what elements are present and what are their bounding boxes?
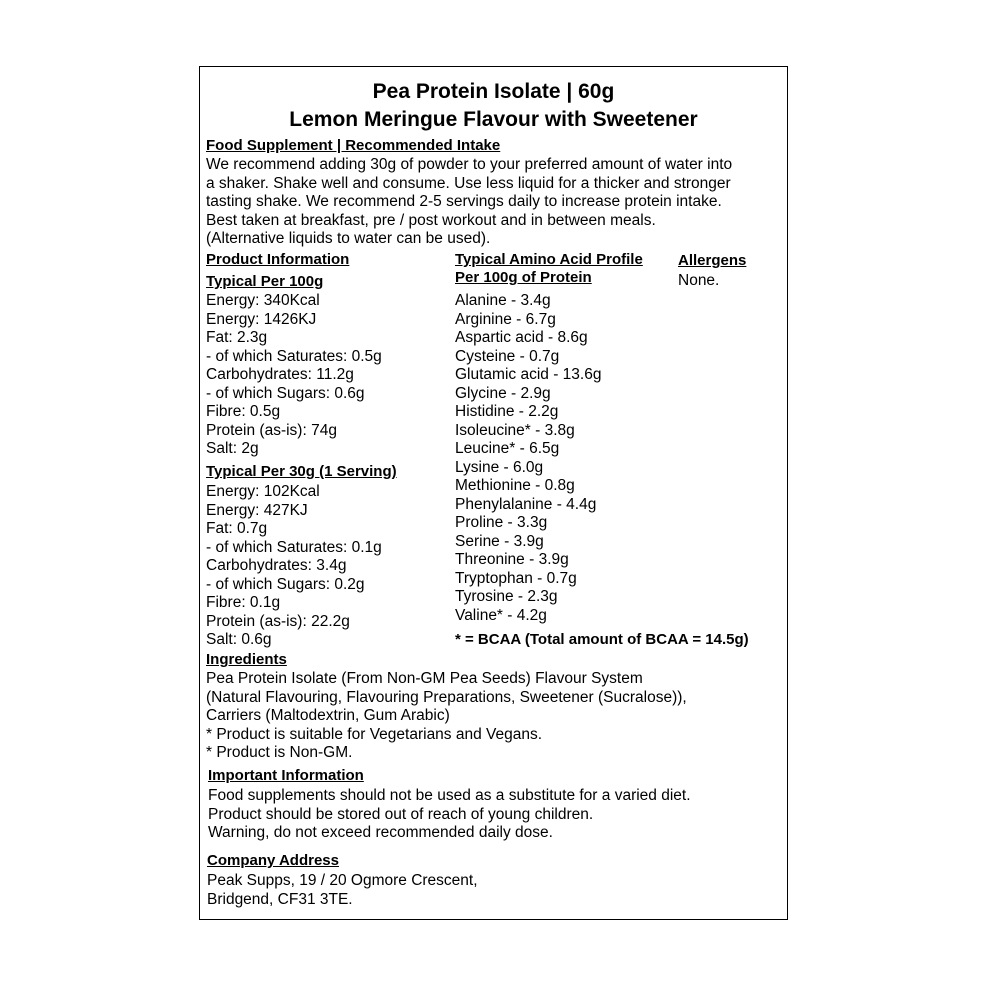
per100-list — [206, 292, 382, 459]
amino-row: Threonine - 3.9g — [455, 551, 569, 568]
ingredients-heading: Ingredients — [206, 651, 287, 668]
intake-text — [206, 156, 732, 249]
amino-row: Valine* - 4.2g — [455, 606, 547, 624]
nutrition-row: - of which Sugars: 0.2g — [206, 575, 365, 593]
per100-heading: Typical Per 100g — [206, 273, 324, 290]
amino-row: Isoleucine* - 3.8g — [455, 421, 575, 439]
allergens-value: None. — [678, 272, 720, 289]
ingredients-line: * Product is suitable for Vegetarians and Vegans. — [206, 725, 543, 743]
company-address — [207, 872, 478, 909]
important-text — [208, 787, 691, 843]
important-line: Warning, do not exceed recommended daily dose. — [208, 824, 553, 841]
nutrition-row: Energy: 102Kcal — [206, 483, 320, 500]
product-title: Pea Protein Isolate | 60g — [372, 80, 615, 103]
important-line: Food supplements should not be used as a substitute for a varied diet. — [208, 787, 691, 804]
product-label — [199, 66, 788, 920]
product-subtitle: Lemon Meringue Flavour with Sweetener — [289, 108, 698, 131]
ingredients-line: Carriers (Maltodextrin, Gum Arabic) — [206, 707, 450, 724]
product-info-heading: Product Information — [206, 251, 350, 268]
nutrition-row: Carbohydrates: 11.2g — [206, 366, 354, 383]
nutrition-row: Salt: 2g — [206, 440, 259, 457]
nutrition-row: Protein (as-is): 74g — [206, 421, 337, 439]
amino-row: Tryptophan - 0.7g — [455, 569, 577, 587]
intake-line: tasting shake. We recommend 2-5 servings daily to increase protein intake. — [206, 193, 722, 210]
address-line: Bridgend, CF31 3TE. — [207, 890, 353, 908]
intake-line: Best taken at breakfast, pre / post workout and in between meals. — [206, 211, 656, 229]
nutrition-row: Energy: 427KJ — [206, 501, 308, 519]
nutrition-row: Energy: 340Kcal — [206, 292, 320, 309]
nutrition-row: Fibre: 0.5g — [206, 403, 281, 420]
amino-row: Alanine - 3.4g — [455, 292, 551, 309]
amino-row: Aspartic acid - 8.6g — [455, 329, 588, 346]
company-heading: Company Address — [207, 852, 339, 869]
amino-row: Glutamic acid - 13.6g — [455, 366, 602, 383]
amino-row: Cysteine - 0.7g — [455, 347, 560, 365]
amino-row: Phenylalanine - 4.4g — [455, 495, 597, 513]
ingredients-line: (Natural Flavouring, Flavouring Preparations, Sweetener (Sucralose)), — [206, 688, 687, 706]
amino-row: Tyrosine - 2.3g — [455, 588, 558, 605]
amino-subheading: Per 100g of Protein — [455, 269, 592, 286]
intake-line: a shaker. Shake well and consume. Use less liquid for a thicker and stronger — [206, 174, 731, 192]
ingredients-text — [206, 670, 687, 763]
amino-row: Proline - 3.3g — [455, 514, 548, 531]
nutrition-row: Fibre: 0.1g — [206, 594, 281, 611]
amino-row: Arginine - 6.7g — [455, 310, 556, 328]
intake-line: (Alternative liquids to water can be used). — [206, 230, 491, 247]
allergens-heading: Allergens — [678, 252, 747, 269]
amino-row: Leucine* - 6.5g — [455, 440, 560, 457]
nutrition-row: Fat: 2.3g — [206, 329, 268, 346]
nutrition-row: Fat: 0.7g — [206, 520, 268, 537]
amino-row: Glycine - 2.9g — [455, 384, 551, 402]
ingredients-line: Pea Protein Isolate (From Non-GM Pea Seeds) Flavour System — [206, 670, 643, 687]
bcaa-note: * = BCAA (Total amount of BCAA = 14.5g) — [455, 631, 749, 648]
amino-row: Lysine - 6.0g — [455, 458, 544, 476]
intake-line: We recommend adding 30g of powder to your preferred amount of water into — [206, 156, 733, 173]
amino-heading: Typical Amino Acid Profile — [455, 251, 643, 268]
nutrition-row: - of which Saturates: 0.1g — [206, 538, 382, 556]
nutrition-row: Energy: 1426KJ — [206, 310, 317, 328]
important-heading: Important Information — [208, 767, 364, 784]
nutrition-row: Salt: 0.6g — [206, 631, 272, 648]
intake-heading: Food Supplement | Recommended Intake — [206, 137, 501, 154]
amino-row: Histidine - 2.2g — [455, 403, 559, 420]
address-line: Peak Supps, 19 / 20 Ogmore Crescent, — [207, 872, 478, 889]
amino-row: Serine - 3.9g — [455, 532, 544, 550]
amino-row: Methionine - 0.8g — [455, 477, 575, 494]
nutrition-row: Protein (as-is): 22.2g — [206, 612, 350, 630]
ingredients-line: * Product is Non-GM. — [206, 744, 353, 761]
nutrition-row: Carbohydrates: 3.4g — [206, 557, 347, 574]
per30-heading: Typical Per 30g (1 Serving) — [206, 463, 397, 480]
amino-list — [455, 292, 601, 625]
per30-list — [206, 483, 382, 650]
nutrition-row: - of which Saturates: 0.5g — [206, 347, 382, 365]
important-line: Product should be stored out of reach of young children. — [208, 805, 594, 823]
nutrition-row: - of which Sugars: 0.6g — [206, 384, 365, 402]
